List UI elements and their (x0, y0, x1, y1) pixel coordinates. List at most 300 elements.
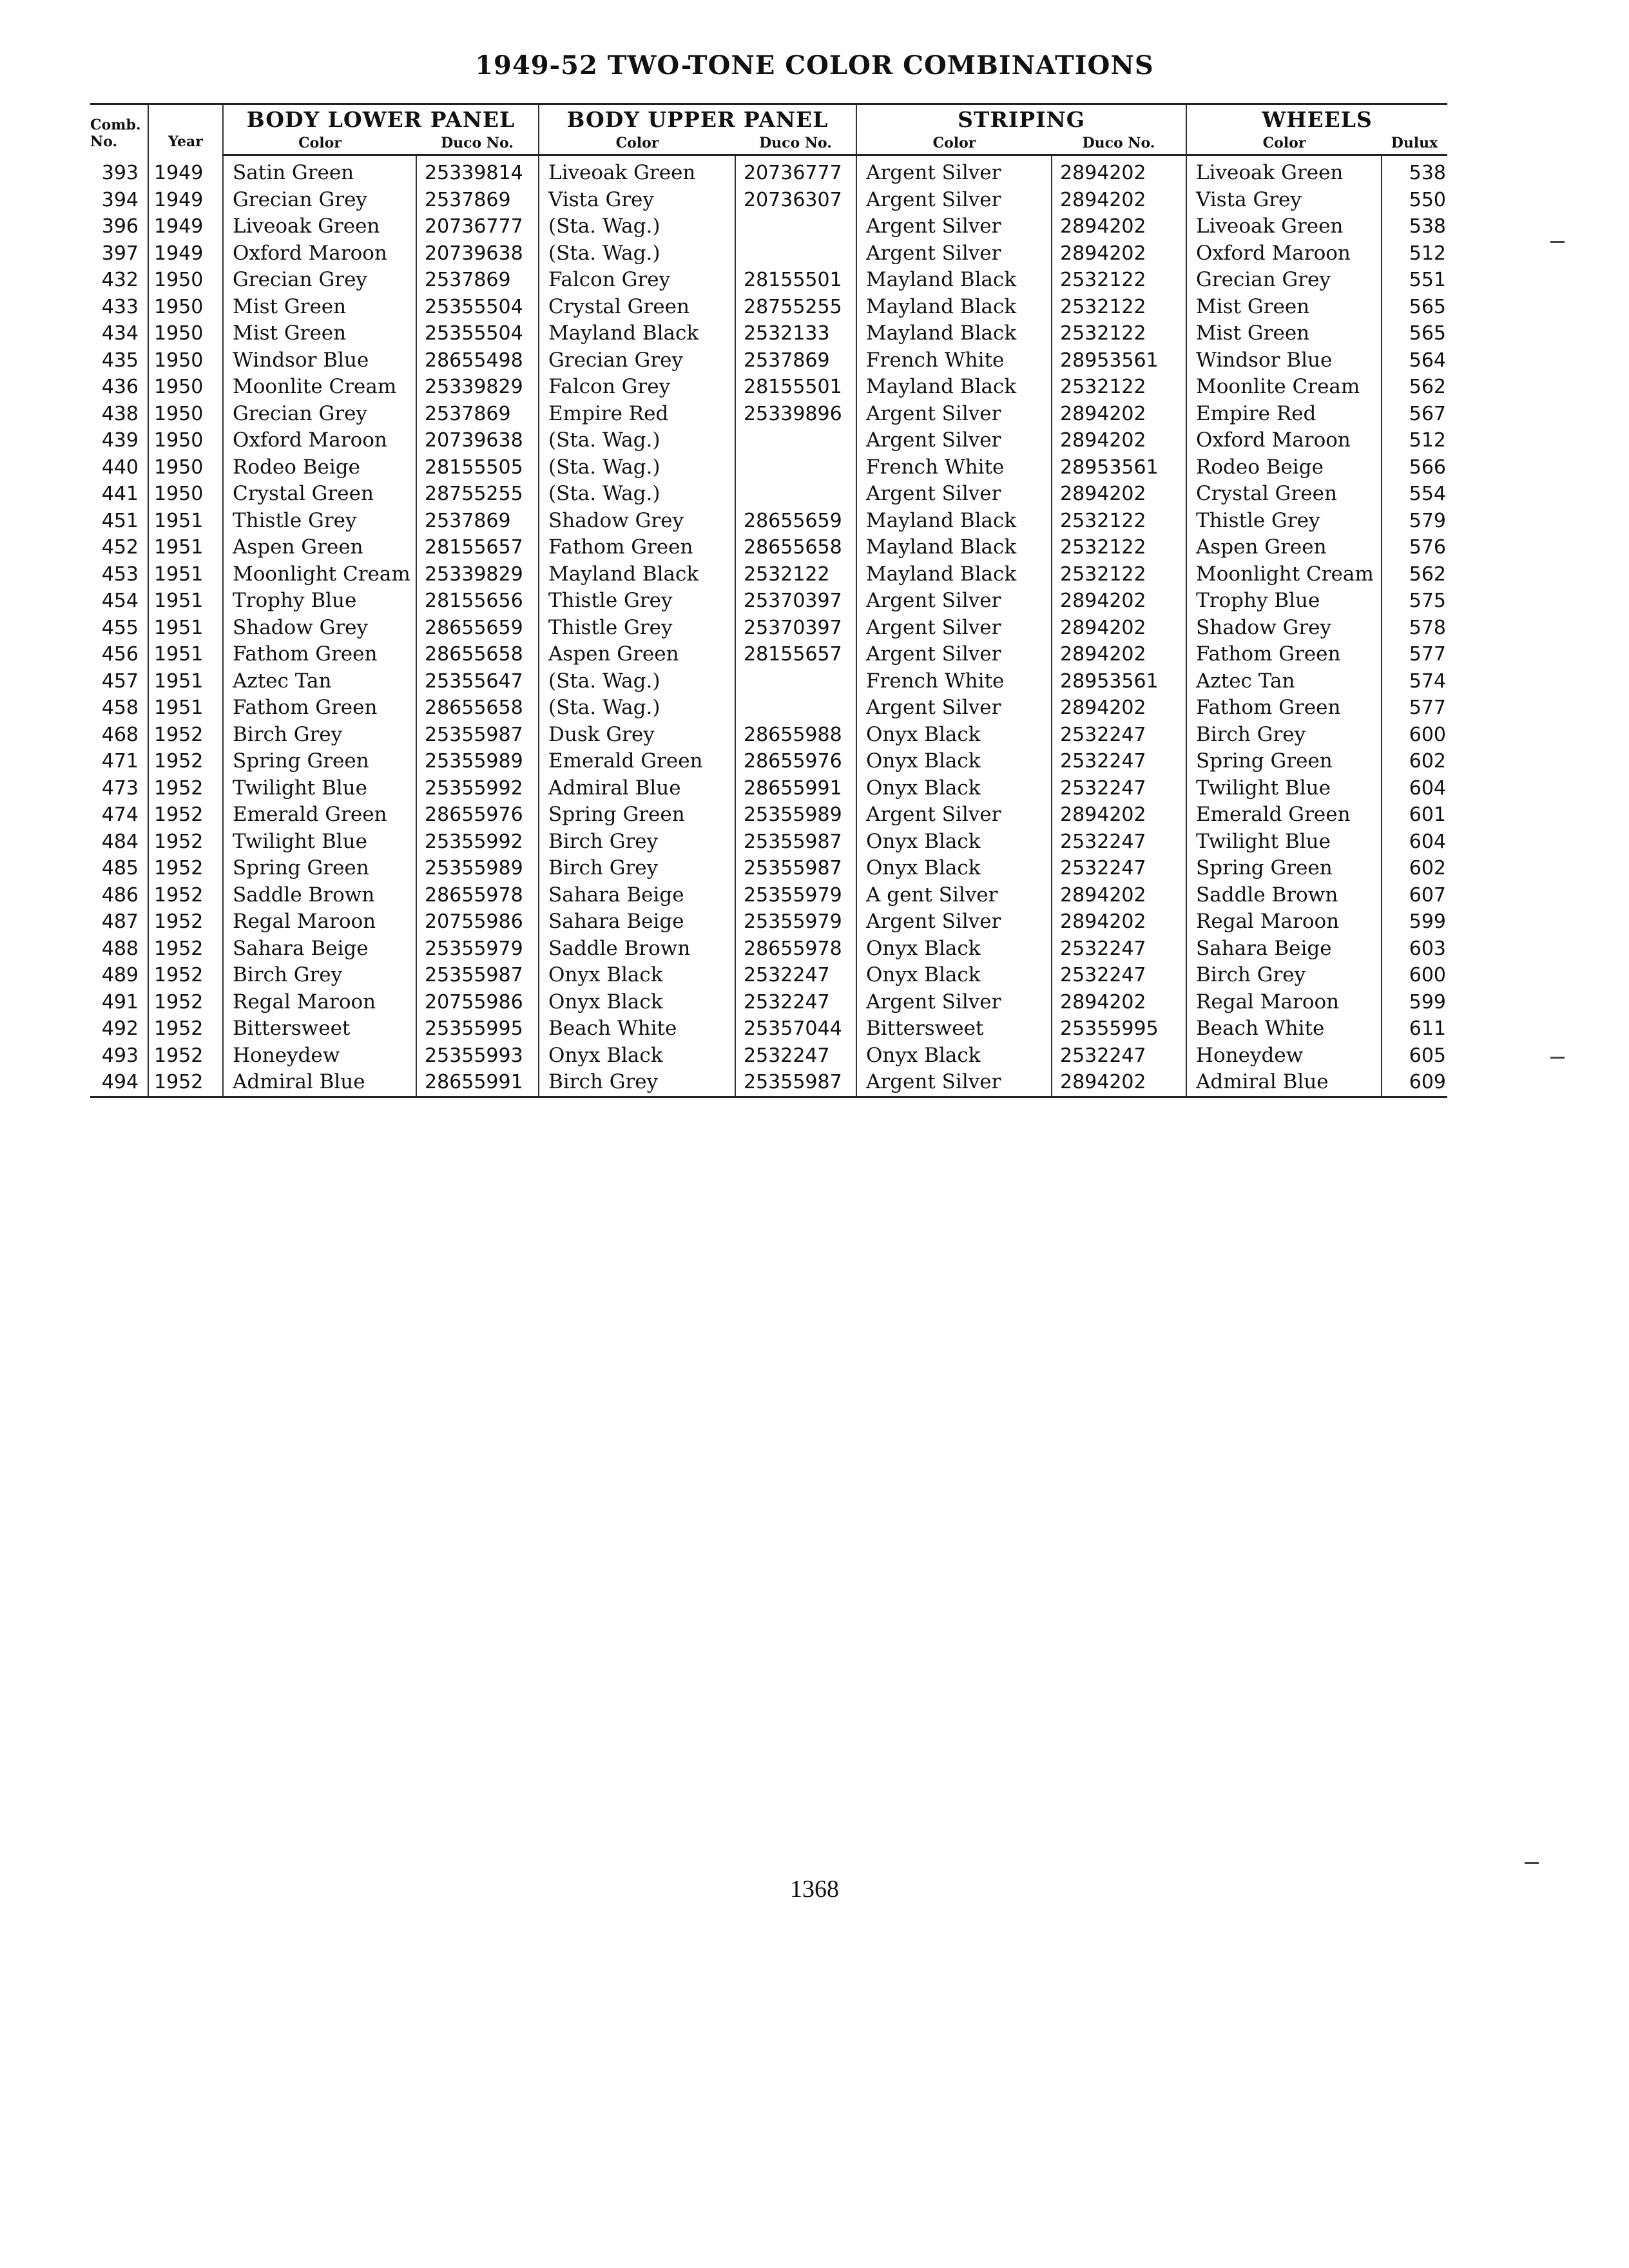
lower-color-cell: Shadow Grey (223, 615, 416, 642)
striping-color-cell: Onyx Black (856, 775, 1052, 802)
upper-duco-cell: 28155657 (735, 641, 856, 668)
lower-color-cell: Fathom Green (223, 695, 416, 722)
year-cell: 1951 (148, 668, 223, 695)
striping-color-cell: French White (856, 454, 1052, 481)
lower-duco-cell: 20755986 (416, 989, 539, 1016)
year-cell: 1952 (148, 1069, 223, 1097)
page-number: 1368 (790, 1876, 839, 1903)
striping-duco-cell: 2532122 (1052, 320, 1186, 347)
striping-duco-cell: 2894202 (1052, 401, 1186, 428)
header-wheels-dulux: Dulux (1382, 132, 1447, 155)
table-row (90, 481, 1447, 508)
lower-duco-cell: 25355504 (416, 320, 539, 347)
lower-duco-cell: 25355504 (416, 294, 539, 321)
upper-color-cell: (Sta. Wag.) (539, 213, 735, 240)
wheels-dulux-cell: 607 (1382, 882, 1447, 909)
table-row (90, 748, 1447, 775)
comb-no-cell: 489 (101, 964, 139, 987)
upper-color-cell: (Sta. Wag.) (539, 695, 735, 722)
table-row (90, 962, 1447, 989)
wheels-color-cell: Liveoak Green (1186, 155, 1382, 187)
comb-no-cell: 434 (101, 322, 139, 345)
striping-color-cell: Argent Silver (856, 1069, 1052, 1097)
table-row (90, 240, 1447, 267)
lower-color-cell: Spring Green (223, 748, 416, 775)
wheels-dulux-cell: 565 (1382, 320, 1447, 347)
wheels-dulux-cell: 575 (1382, 588, 1447, 615)
lower-color-cell: Windsor Blue (223, 347, 416, 374)
page-title: 1949-52 TWO-TONE COLOR COMBINATIONS (475, 50, 1154, 81)
comb-no-cell: 492 (101, 1017, 139, 1041)
lower-duco-cell: 28155656 (416, 588, 539, 615)
lower-duco-cell: 28655978 (416, 882, 539, 909)
comb-no-cell: 441 (101, 483, 139, 506)
lower-duco-cell: 25339814 (416, 155, 539, 187)
upper-color-cell: Dusk Grey (539, 722, 735, 749)
wheels-color-cell: Moonlite Cream (1186, 374, 1382, 401)
lower-color-cell: Crystal Green (223, 481, 416, 508)
upper-duco-cell: 2532247 (735, 962, 856, 989)
wheels-color-cell: Twilight Blue (1186, 829, 1382, 856)
lower-duco-cell: 25355989 (416, 748, 539, 775)
upper-duco-cell (735, 668, 856, 695)
upper-duco-cell: 25355987 (735, 829, 856, 856)
lower-duco-cell: 20739638 (416, 240, 539, 267)
wheels-dulux-cell: 551 (1382, 267, 1447, 294)
table-row (90, 1069, 1447, 1097)
year-cell: 1952 (148, 1043, 223, 1070)
upper-duco-cell: 25370397 (735, 588, 856, 615)
table-row (90, 427, 1447, 454)
table-row (90, 1043, 1447, 1070)
comb-no-cell: 433 (101, 295, 139, 318)
year-cell: 1952 (148, 802, 223, 829)
striping-duco-cell: 2532122 (1052, 374, 1186, 401)
wheels-dulux-cell: 605 (1382, 1043, 1447, 1070)
upper-duco-cell: 25355989 (735, 802, 856, 829)
striping-color-cell: Onyx Black (856, 748, 1052, 775)
wheels-color-cell: Emerald Green (1186, 802, 1382, 829)
lower-color-cell: Moonlight Cream (223, 561, 416, 588)
upper-color-cell: Shadow Grey (539, 508, 735, 535)
table-row (90, 561, 1447, 588)
comb-no-cell: 439 (101, 429, 139, 452)
upper-duco-cell: 28655658 (735, 534, 856, 561)
striping-color-cell: Argent Silver (856, 213, 1052, 240)
lower-duco-cell: 20739638 (416, 427, 539, 454)
wheels-dulux-cell: 538 (1382, 155, 1447, 187)
comb-no-cell: 454 (101, 590, 139, 613)
wheels-color-cell: Twilight Blue (1186, 775, 1382, 802)
header-no: No. (90, 133, 118, 150)
upper-duco-cell: 28655978 (735, 936, 856, 963)
lower-duco-cell: 25355647 (416, 668, 539, 695)
comb-no-cell: 451 (101, 509, 139, 532)
lower-color-cell: Saddle Brown (223, 882, 416, 909)
wheels-color-cell: Sahara Beige (1186, 936, 1382, 963)
upper-duco-cell: 25357044 (735, 1015, 856, 1043)
striping-duco-cell: 2894202 (1052, 908, 1186, 936)
lower-color-cell: Sahara Beige (223, 936, 416, 963)
lower-color-cell: Oxford Maroon (223, 427, 416, 454)
striping-color-cell: Argent Silver (856, 481, 1052, 508)
wheels-color-cell: Aztec Tan (1186, 668, 1382, 695)
striping-color-cell: Onyx Black (856, 962, 1052, 989)
year-cell: 1952 (148, 1015, 223, 1043)
year-cell: 1951 (148, 588, 223, 615)
comb-no-cell: 394 (101, 188, 139, 211)
lower-color-cell: Regal Maroon (223, 989, 416, 1016)
striping-duco-cell: 2532247 (1052, 775, 1186, 802)
comb-no-cell: 473 (101, 776, 139, 800)
header-striping: STRIPING (856, 104, 1186, 133)
upper-color-cell: (Sta. Wag.) (539, 481, 735, 508)
lower-duco-cell: 28155657 (416, 534, 539, 561)
upper-color-cell: Thistle Grey (539, 615, 735, 642)
year-cell: 1950 (148, 347, 223, 374)
wheels-dulux-cell: 579 (1382, 508, 1447, 535)
year-cell: 1952 (148, 855, 223, 882)
table-row (90, 829, 1447, 856)
table-body (90, 155, 1447, 1097)
striping-color-cell: Mayland Black (856, 294, 1052, 321)
comb-no-cell: 432 (101, 269, 139, 292)
table-row (90, 855, 1447, 882)
wheels-color-cell: Vista Grey (1186, 187, 1382, 214)
wheels-dulux-cell: 600 (1382, 722, 1447, 749)
upper-color-cell: Onyx Black (539, 1043, 735, 1070)
year-cell: 1952 (148, 722, 223, 749)
year-cell: 1952 (148, 775, 223, 802)
lower-color-cell: Honeydew (223, 1043, 416, 1070)
lower-color-cell: Satin Green (223, 155, 416, 187)
wheels-dulux-cell: 609 (1382, 1069, 1447, 1097)
year-cell: 1952 (148, 748, 223, 775)
year-cell: 1951 (148, 561, 223, 588)
upper-color-cell: (Sta. Wag.) (539, 454, 735, 481)
striping-duco-cell: 2894202 (1052, 240, 1186, 267)
wheels-dulux-cell: 567 (1382, 401, 1447, 428)
lower-color-cell: Bittersweet (223, 1015, 416, 1043)
header-lower-duco: Duco No. (416, 132, 539, 155)
striping-color-cell: A gent Silver (856, 882, 1052, 909)
upper-duco-cell: 25355987 (735, 1069, 856, 1097)
wheels-dulux-cell: 565 (1382, 294, 1447, 321)
wheels-dulux-cell: 554 (1382, 481, 1447, 508)
striping-duco-cell: 2894202 (1052, 802, 1186, 829)
wheels-color-cell: Crystal Green (1186, 481, 1382, 508)
comb-no-cell: 440 (101, 456, 139, 479)
upper-duco-cell: 28655976 (735, 748, 856, 775)
upper-color-cell: Onyx Black (539, 989, 735, 1016)
striping-duco-cell: 2532122 (1052, 267, 1186, 294)
table-row (90, 347, 1447, 374)
header-striping-duco: Duco No. (1052, 132, 1186, 155)
wheels-color-cell: Honeydew (1186, 1043, 1382, 1070)
upper-color-cell: Birch Grey (539, 855, 735, 882)
striping-duco-cell: 2532122 (1052, 561, 1186, 588)
upper-color-cell: Sahara Beige (539, 882, 735, 909)
comb-no-cell: 488 (101, 937, 139, 960)
upper-color-cell: Onyx Black (539, 962, 735, 989)
striping-duco-cell: 2532247 (1052, 1043, 1186, 1070)
comb-no-cell: 474 (101, 803, 139, 827)
upper-duco-cell: 25339896 (735, 401, 856, 428)
lower-color-cell: Regal Maroon (223, 908, 416, 936)
lower-duco-cell: 28655976 (416, 802, 539, 829)
year-cell: 1949 (148, 213, 223, 240)
wheels-dulux-cell: 562 (1382, 374, 1447, 401)
lower-color-cell: Birch Grey (223, 722, 416, 749)
year-cell: 1950 (148, 267, 223, 294)
comb-no-cell: 452 (101, 536, 139, 559)
lower-duco-cell: 25339829 (416, 374, 539, 401)
upper-duco-cell: 28755255 (735, 294, 856, 321)
lower-duco-cell: 28655659 (416, 615, 539, 642)
comb-no-cell: 436 (101, 376, 139, 399)
table-row (90, 668, 1447, 695)
striping-duco-cell: 2532247 (1052, 722, 1186, 749)
year-cell: 1950 (148, 294, 223, 321)
wheels-dulux-cell: 603 (1382, 936, 1447, 963)
header-lower-color: Color (223, 132, 416, 155)
striping-color-cell: Argent Silver (856, 695, 1052, 722)
table-row (90, 213, 1447, 240)
striping-color-cell: Argent Silver (856, 802, 1052, 829)
lower-duco-cell: 25355989 (416, 855, 539, 882)
striping-duco-cell: 2894202 (1052, 213, 1186, 240)
lower-color-cell: Spring Green (223, 855, 416, 882)
table-row (90, 989, 1447, 1016)
lower-color-cell: Trophy Blue (223, 588, 416, 615)
wheels-dulux-cell: 602 (1382, 855, 1447, 882)
table-row (90, 1015, 1447, 1043)
wheels-dulux-cell: 538 (1382, 213, 1447, 240)
table-row (90, 374, 1447, 401)
comb-no-cell: 471 (101, 750, 139, 773)
lower-color-cell: Emerald Green (223, 802, 416, 829)
wheels-color-cell: Empire Red (1186, 401, 1382, 428)
striping-color-cell: Mayland Black (856, 508, 1052, 535)
lower-color-cell: Fathom Green (223, 641, 416, 668)
comb-no-cell: 468 (101, 723, 139, 746)
lower-duco-cell: 2537869 (416, 401, 539, 428)
table-row (90, 534, 1447, 561)
lower-color-cell: Aztec Tan (223, 668, 416, 695)
upper-duco-cell (735, 481, 856, 508)
striping-duco-cell: 2894202 (1052, 481, 1186, 508)
wheels-dulux-cell: 600 (1382, 962, 1447, 989)
table-row (90, 615, 1447, 642)
lower-color-cell: Moonlite Cream (223, 374, 416, 401)
lower-color-cell: Admiral Blue (223, 1069, 416, 1097)
striping-duco-cell: 28953561 (1052, 347, 1186, 374)
comb-no-cell: 455 (101, 616, 139, 639)
upper-color-cell: (Sta. Wag.) (539, 668, 735, 695)
striping-duco-cell: 2532247 (1052, 936, 1186, 963)
striping-color-cell: French White (856, 347, 1052, 374)
year-cell: 1950 (148, 320, 223, 347)
year-cell: 1952 (148, 936, 223, 963)
lower-duco-cell: 28755255 (416, 481, 539, 508)
upper-color-cell: Birch Grey (539, 1069, 735, 1097)
striping-duco-cell: 2532247 (1052, 829, 1186, 856)
year-cell: 1951 (148, 641, 223, 668)
year-cell: 1950 (148, 454, 223, 481)
comb-no-cell: 486 (101, 883, 139, 907)
year-cell: 1949 (148, 155, 223, 187)
table-row (90, 908, 1447, 936)
wheels-color-cell: Grecian Grey (1186, 267, 1382, 294)
upper-duco-cell: 2532247 (735, 989, 856, 1016)
upper-color-cell: Spring Green (539, 802, 735, 829)
margin-mark (1525, 1862, 1539, 1864)
comb-no-cell: 397 (101, 242, 139, 265)
table-row (90, 722, 1447, 749)
wheels-dulux-cell: 611 (1382, 1015, 1447, 1043)
upper-duco-cell: 25355979 (735, 908, 856, 936)
upper-color-cell: Saddle Brown (539, 936, 735, 963)
striping-duco-cell: 2894202 (1052, 588, 1186, 615)
wheels-dulux-cell: 574 (1382, 668, 1447, 695)
upper-color-cell: Admiral Blue (539, 775, 735, 802)
table-row (90, 695, 1447, 722)
striping-duco-cell: 28953561 (1052, 668, 1186, 695)
striping-duco-cell: 2894202 (1052, 187, 1186, 214)
upper-color-cell: Vista Grey (539, 187, 735, 214)
upper-color-cell: Beach White (539, 1015, 735, 1043)
wheels-dulux-cell: 599 (1382, 908, 1447, 936)
lower-color-cell: Thistle Grey (223, 508, 416, 535)
table-row (90, 508, 1447, 535)
upper-color-cell: Crystal Green (539, 294, 735, 321)
lower-duco-cell: 2537869 (416, 187, 539, 214)
upper-duco-cell: 20736307 (735, 187, 856, 214)
wheels-color-cell: Spring Green (1186, 748, 1382, 775)
striping-duco-cell: 2532122 (1052, 294, 1186, 321)
lower-duco-cell: 28655658 (416, 695, 539, 722)
margin-mark (1550, 1057, 1565, 1059)
table-row (90, 936, 1447, 963)
upper-duco-cell: 28155501 (735, 374, 856, 401)
comb-no-cell: 396 (101, 215, 139, 238)
striping-duco-cell: 2532122 (1052, 534, 1186, 561)
striping-color-cell: Onyx Black (856, 936, 1052, 963)
comb-no-cell: 435 (101, 349, 139, 372)
wheels-color-cell: Fathom Green (1186, 695, 1382, 722)
margin-mark (1550, 241, 1565, 243)
striping-duco-cell: 2894202 (1052, 882, 1186, 909)
comb-no-cell: 438 (101, 402, 139, 425)
comb-no-cell: 484 (101, 830, 139, 853)
wheels-dulux-cell: 602 (1382, 748, 1447, 775)
year-cell: 1951 (148, 534, 223, 561)
wheels-dulux-cell: 601 (1382, 802, 1447, 829)
striping-duco-cell: 2894202 (1052, 1069, 1186, 1097)
comb-no-cell: 453 (101, 562, 139, 586)
comb-no-cell: 487 (101, 910, 139, 934)
upper-duco-cell (735, 427, 856, 454)
upper-duco-cell: 28655988 (735, 722, 856, 749)
striping-color-cell: Mayland Black (856, 267, 1052, 294)
wheels-color-cell: Regal Maroon (1186, 989, 1382, 1016)
striping-color-cell: Onyx Black (856, 855, 1052, 882)
comb-no-cell: 493 (101, 1044, 139, 1067)
wheels-color-cell: Saddle Brown (1186, 882, 1382, 909)
lower-color-cell: Rodeo Beige (223, 454, 416, 481)
upper-duco-cell: 25370397 (735, 615, 856, 642)
wheels-color-cell: Oxford Maroon (1186, 240, 1382, 267)
striping-duco-cell: 2894202 (1052, 615, 1186, 642)
comb-no-cell: 393 (101, 161, 139, 184)
wheels-color-cell: Spring Green (1186, 855, 1382, 882)
upper-color-cell: Sahara Beige (539, 908, 735, 936)
wheels-dulux-cell: 562 (1382, 561, 1447, 588)
lower-color-cell: Grecian Grey (223, 267, 416, 294)
year-cell: 1952 (148, 989, 223, 1016)
striping-duco-cell: 25355995 (1052, 1015, 1186, 1043)
wheels-color-cell: Birch Grey (1186, 722, 1382, 749)
upper-color-cell: Grecian Grey (539, 347, 735, 374)
header-striping-color: Color (856, 132, 1052, 155)
upper-color-cell: Liveoak Green (539, 155, 735, 187)
wheels-dulux-cell: 604 (1382, 775, 1447, 802)
table-row (90, 588, 1447, 615)
striping-color-cell: Argent Silver (856, 240, 1052, 267)
comb-no-cell: 456 (101, 643, 139, 666)
upper-color-cell: Birch Grey (539, 829, 735, 856)
lower-color-cell: Liveoak Green (223, 213, 416, 240)
wheels-dulux-cell: 512 (1382, 240, 1447, 267)
wheels-color-cell: Beach White (1186, 1015, 1382, 1043)
lower-duco-cell: 25355992 (416, 829, 539, 856)
upper-color-cell: Falcon Grey (539, 267, 735, 294)
year-cell: 1951 (148, 508, 223, 535)
upper-color-cell: Falcon Grey (539, 374, 735, 401)
wheels-color-cell: Aspen Green (1186, 534, 1382, 561)
upper-duco-cell (735, 454, 856, 481)
year-cell: 1950 (148, 481, 223, 508)
lower-color-cell: Grecian Grey (223, 401, 416, 428)
striping-duco-cell: 2532247 (1052, 962, 1186, 989)
upper-color-cell: Mayland Black (539, 561, 735, 588)
wheels-color-cell: Birch Grey (1186, 962, 1382, 989)
upper-duco-cell: 25355987 (735, 855, 856, 882)
year-cell: 1952 (148, 882, 223, 909)
comb-no-cell: 458 (101, 697, 139, 720)
comb-no-cell: 494 (90, 1069, 148, 1097)
lower-duco-cell: 28655498 (416, 347, 539, 374)
lower-color-cell: Grecian Grey (223, 187, 416, 214)
wheels-color-cell: Fathom Green (1186, 641, 1382, 668)
year-cell: 1950 (148, 401, 223, 428)
striping-color-cell: Argent Silver (856, 155, 1052, 187)
wheels-color-cell: Liveoak Green (1186, 213, 1382, 240)
header-body-lower-panel: BODY LOWER PANEL (223, 104, 539, 133)
lower-duco-cell: 25355987 (416, 962, 539, 989)
lower-duco-cell: 25355987 (416, 722, 539, 749)
table-row (90, 454, 1447, 481)
lower-duco-cell: 2537869 (416, 267, 539, 294)
upper-duco-cell: 20736777 (735, 155, 856, 187)
wheels-dulux-cell: 564 (1382, 347, 1447, 374)
upper-color-cell: Emerald Green (539, 748, 735, 775)
lower-color-cell: Twilight Blue (223, 829, 416, 856)
striping-color-cell: Argent Silver (856, 588, 1052, 615)
year-cell: 1952 (148, 829, 223, 856)
lower-duco-cell: 28155505 (416, 454, 539, 481)
table-row (90, 401, 1447, 428)
